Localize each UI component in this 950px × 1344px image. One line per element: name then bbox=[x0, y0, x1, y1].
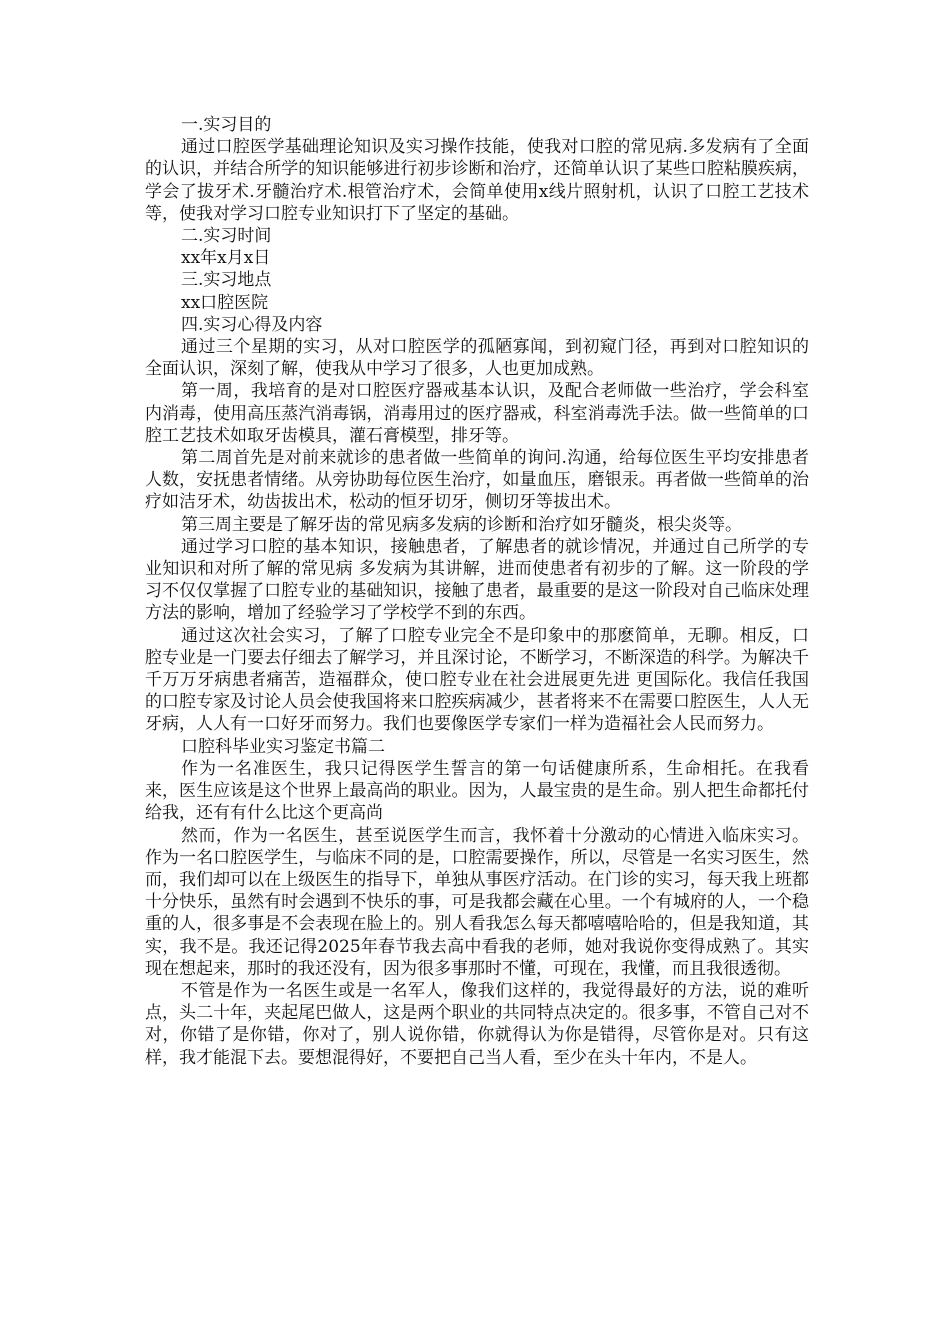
location-value: xx口腔医院 bbox=[181, 292, 269, 313]
section-heading-location: 三.实习地点 bbox=[181, 270, 272, 291]
section-heading-time: 二.实习时间 bbox=[181, 226, 272, 247]
section-heading-experience: 四.实习心得及内容 bbox=[181, 314, 323, 335]
time-value: xx年x月x日 bbox=[181, 248, 271, 269]
section-heading-purpose: 一.实习目的 bbox=[181, 115, 272, 135]
document-body bbox=[145, 114, 809, 1069]
section-heading-part-two: 口腔科毕业实习鉴定书篇二 bbox=[181, 736, 385, 757]
paragraph-week-two: 第二周首先是对前来就诊的患者做一些简单的询问.沟通，给每位医生平均安排患者人数，安抚患者情绪。从旁协助每位医生治疗，如量血压，磨银汞。再者做一些简单的治疗如洁牙术，幼齿拔出术，松动的恒牙切牙，侧切牙等拔出术。 bbox=[145, 448, 809, 513]
paragraph-conduct: 不管是作为一名医生或是一名军人，像我们这样的，我觉得最好的方法，说的难听点，头二十年，夹起尾巴做人，这是两个职业的共同特点决定的。很多事，不管自己对不对，你错了是你错，你对了，别人说你错，你就得认为你是错得，尽管你是对。只有这样，我才能混下去。要想混得好，不要把自己当人看，至少在头十年内，不是人。 bbox=[145, 980, 809, 1068]
paragraph-week-one: 第一周，我培育的是对口腔医疗器戒基本认识，及配合老师做一些治疗，学会科室内消毒，使用高压蒸汽消毒锅，消毒用过的医疗器戒，科室消毒洗手法。做一些简单的口腔工艺技术如取牙齿模具，灌石膏模型，排牙等。 bbox=[145, 381, 809, 446]
paragraph-week-three: 第三周主要是了解牙齿的常见病多发病的诊断和治疗如牙髓炎，根尖炎等。 bbox=[181, 514, 742, 535]
paragraph-purpose: 通过口腔医学基础理论知识及实习操作技能，使我对口腔的常见病.多发病有了全面的认识，并结合所学的知识能够进行初步诊断和治疗，还简单认识了某些口腔粘膜疾病，学会了拔牙术.牙髓治疗术.根管治疗术，会简单使用x线片照射机，认识了口腔工艺技术等，使我对学习口腔专业知识打下了坚定的基础。 bbox=[145, 137, 809, 224]
paragraph-learning: 通过学习口腔的基本知识，接触患者，了解患者的就诊情况，并通过自己所学的专业知识和对所了解的常见病 多发病为其讲解，进而使患者有初步的了解。这一阶段的学习不仅仅掌握了口腔专业的基础知识，接触了患者，最重要的是这一阶段对自己临床处理方法的影响，增加了经验学习了学校学不到的东西。 bbox=[145, 536, 809, 624]
paragraph-reflection: 通过这次社会实习，了解了口腔专业完全不是印象中的那麽简单，无聊。相反，口腔专业是一门要去仔细去了解学习，并且深讨论，不断学习，不断深造的科学。为解决千千万万牙病患者痛苦，造福群众，使口腔专业在社会进展更先进 更国际化。我信任我国的口腔专家及讨论人员会使我国将来口腔疾病减少，甚者将来不在需要口腔医生，人人无牙病，人人有一口好牙而努力。我们也要像医学专家们一样为造福社会人民而努力。 bbox=[145, 625, 809, 735]
paragraph-overview: 通过三个星期的实习，从对口腔医学的孤陋寡闻，到初窥门径，再到对口腔知识的全面认识，深刻了解，使我从中学习了很多，人也更加成熟。 bbox=[145, 337, 809, 380]
paragraph-clinical-practice: 然而，作为一名医生，甚至说医学生而言，我怀着十分激动的心情进入临床实习。作为一名口腔医学生，与临床不同的是，口腔需要操作，所以，尽管是一名实习医生，然而，我们却可以在上级医生的指导下，单独从事医疗活动。在门诊的实习，每天我上班都十分快乐，虽然有时会遇到不快乐的事，可是我都会藏在心里。一个有城府的人，一个稳重的人，很多事是不会表现在脸上的。别人看我怎么每天都嘻嘻哈哈的，但是我知道，其实，我不是。我还记得2025年春节我去高中看我的老师，她对我说你变得成熟了。其实现在想起来，那时的我还没有，因为很多事那时不懂，可现在，我懂，而且我很透彻。 bbox=[145, 825, 809, 979]
paragraph-oath: 作为一名准医生，我只记得医学生誓言的第一句话健康所系，生命相托。在我看来，医生应该是这个世界上最高尚的职业。因为，人最宝贵的是生命。别人把生命都托付给我，还有有什么比这个更高尚 bbox=[145, 758, 809, 824]
